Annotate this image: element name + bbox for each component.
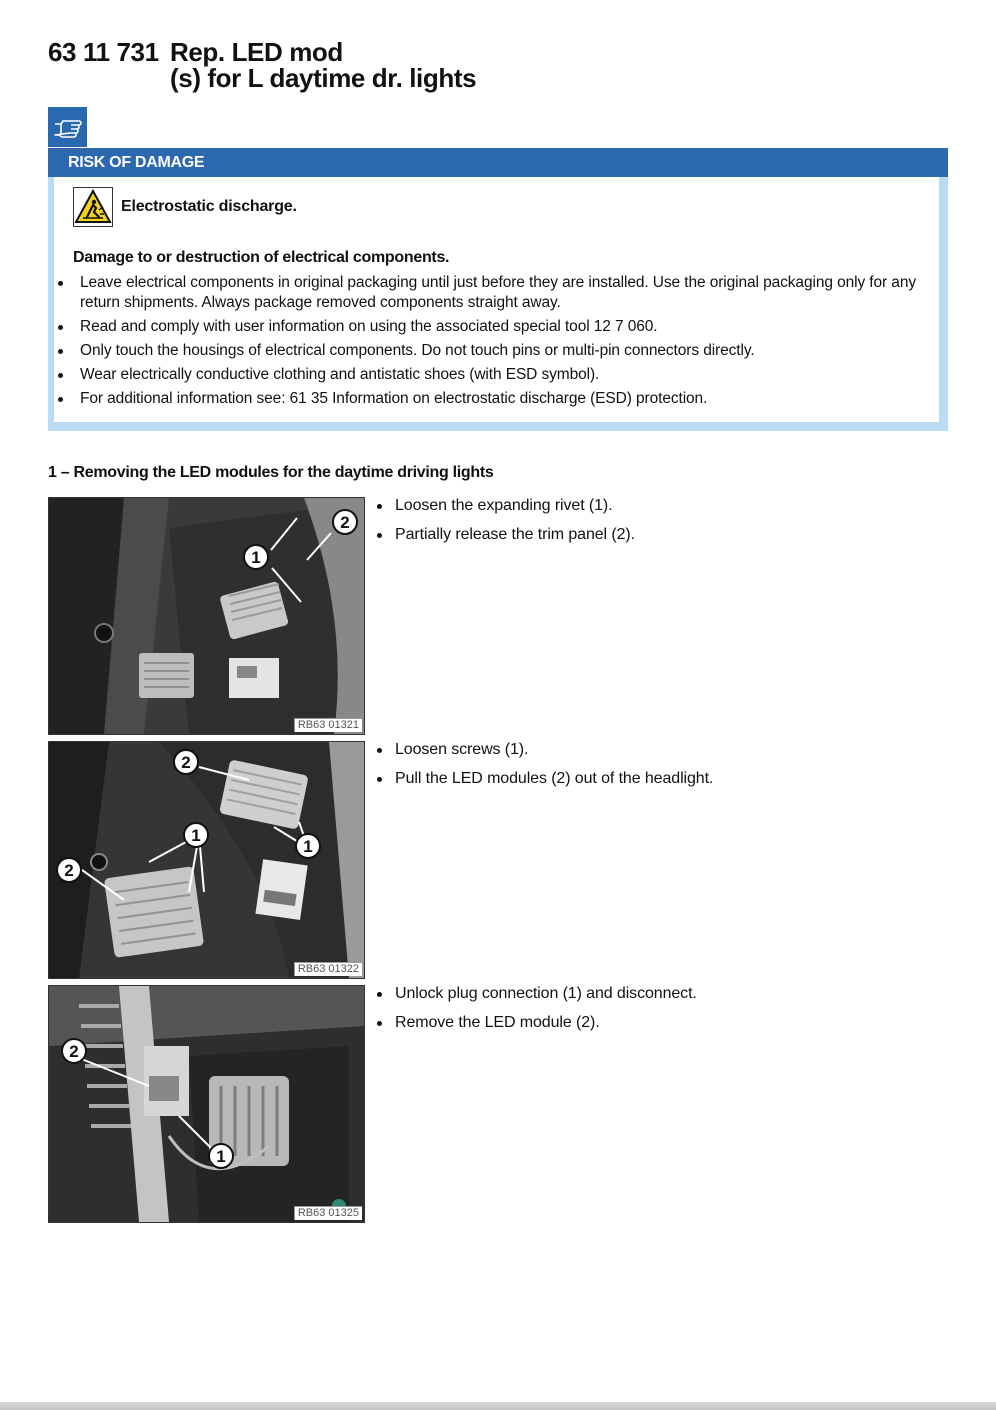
risk-list-item: Read and comply with user information on using the associated special tool 12 7 060. xyxy=(54,317,934,337)
esd-warning-icon xyxy=(73,187,113,227)
svg-text:1: 1 xyxy=(191,826,201,845)
svg-text:2: 2 xyxy=(64,861,74,880)
instruction-item: Pull the LED modules (2) out of the headlight. xyxy=(376,769,713,789)
svg-text:2: 2 xyxy=(69,1042,79,1061)
hazard-label: Electrostatic discharge. xyxy=(121,198,297,215)
instruction-item: Unlock plug connection (1) and disconnect. xyxy=(376,984,697,1004)
callout-2 xyxy=(57,858,81,882)
risk-header: RISK OF DAMAGE xyxy=(48,148,948,177)
callout-1 xyxy=(296,834,320,858)
svg-text:1: 1 xyxy=(303,837,313,856)
instruction-item: Partially release the trim panel (2). xyxy=(376,525,635,545)
headlight-photo-1 xyxy=(49,498,364,734)
step-2-instructions xyxy=(376,740,713,798)
headlight-photo-3 xyxy=(49,986,364,1222)
page-bottom-bar xyxy=(0,1402,996,1410)
image-code: RB63 01321 xyxy=(294,718,362,732)
callout-2 xyxy=(333,510,357,534)
image-code: RB63 01322 xyxy=(294,962,362,976)
notice-icon-box xyxy=(48,107,87,147)
callout-2 xyxy=(62,1039,86,1063)
title-line-2: (s) for L daytime dr. lights xyxy=(170,63,477,93)
instruction-item: Loosen the expanding rivet (1). xyxy=(376,496,635,516)
step-3-photo xyxy=(48,985,365,1223)
pointing-hand-icon xyxy=(53,116,83,138)
repair-code: 63 11 731 xyxy=(48,37,159,67)
callout-1 xyxy=(244,545,268,569)
svg-text:1: 1 xyxy=(216,1147,226,1166)
section-heading: 1 – Removing the LED modules for the daytime driving lights xyxy=(48,464,494,481)
repair-title xyxy=(170,39,476,91)
svg-text:2: 2 xyxy=(340,513,350,532)
risk-list-item: Wear electrically conductive clothing and antistatic shoes (with ESD symbol). xyxy=(54,365,934,385)
step-1-photo xyxy=(48,497,365,735)
risk-list xyxy=(54,273,934,413)
risk-body xyxy=(48,177,948,431)
damage-heading: Damage to or destruction of electrical components. xyxy=(73,249,450,266)
headlight-photo-2 xyxy=(49,742,364,978)
step-3-instructions xyxy=(376,984,697,1042)
step-1-instructions xyxy=(376,496,635,554)
title-line-1: Rep. LED mod xyxy=(170,37,343,67)
risk-list-item: Leave electrical components in original packaging until just before they are installed. Use the original packaging only for any return shipments. Always package removed components straight away. xyxy=(54,273,934,313)
callout-2 xyxy=(174,750,198,774)
callout-1 xyxy=(209,1144,233,1168)
instruction-item: Loosen screws (1). xyxy=(376,740,713,760)
svg-text:1: 1 xyxy=(251,548,261,567)
instruction-item: Remove the LED module (2). xyxy=(376,1013,697,1033)
callout-1 xyxy=(184,823,208,847)
step-2-photo xyxy=(48,741,365,979)
risk-list-item: Only touch the housings of electrical components. Do not touch pins or multi-pin connectors directly. xyxy=(54,341,934,361)
svg-text:2: 2 xyxy=(181,753,191,772)
risk-list-item: For additional information see: 61 35 Information on electrostatic discharge (ESD) protection. xyxy=(54,389,934,409)
image-code: RB63 01325 xyxy=(294,1206,362,1220)
